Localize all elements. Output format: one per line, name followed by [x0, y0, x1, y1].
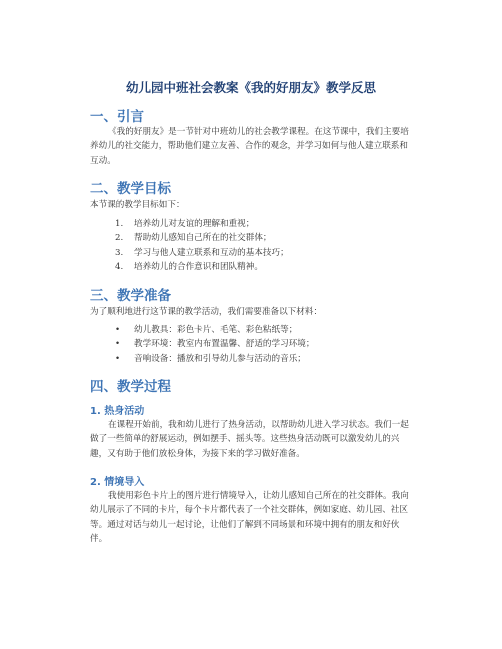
list-marker: 1.	[115, 219, 124, 229]
warmup-paragraph: 在课程开始前，我和幼儿进行了热身活动，以帮助幼儿进入学习状态。我们一起做了一些简单的舒展运动，例如摆手、摇头等。这些热身活动既可以激发幼儿的兴趣，又有助于他们放松身体，为接下来的学习做好准备。	[90, 420, 409, 459]
bullet-icon: •	[115, 353, 121, 364]
list-marker: 3.	[115, 247, 124, 258]
scenario-paragraph: 我使用彩色卡片上的图片进行情境导入，让幼儿感知自己所在的社交群体。我向幼儿展示了不同的卡片，每个卡片都代表了一个社交群体，例如家庭、幼儿园、社区等。通过对话与幼儿一起讨论，让他们了解到不同场景和环境中拥有的朋友和好伙伴。	[90, 491, 409, 544]
bullet-icon: •	[115, 339, 121, 350]
list-item-text: 培养幼儿的合作意识和团队精神。	[134, 261, 263, 272]
document-title: 幼儿园中班社会教案《我的好朋友》教学反思	[125, 80, 376, 95]
section-heading-goals: 二、教学目标	[90, 181, 171, 197]
list-item-text: 帮助幼儿感知自己所在的社交群体；	[134, 233, 272, 244]
list-marker: 4.	[115, 261, 124, 272]
section-heading-process: 四、教学过程	[90, 379, 171, 395]
prep-lead: 为了顺利地进行这节课的教学活动，我们需要准备以下材料：	[90, 307, 323, 317]
list-item-text: 教学环境：教室内布置温馨、舒适的学习环境；	[134, 339, 315, 350]
section-heading-prep: 三、教学准备	[90, 288, 171, 304]
subsection-heading-scenario: 2. 情境导入	[90, 477, 145, 488]
list-item-text: 音响设备：播放和引导幼儿参与活动的音乐；	[134, 353, 306, 364]
list-item-text: 幼儿教具：彩色卡片、毛笔、彩色粘纸等；	[134, 325, 298, 335]
section-heading-intro: 一、引言	[90, 109, 144, 125]
list-item-text: 培养幼儿对友谊的理解和重视；	[134, 219, 255, 229]
subsection-heading-warmup: 1. 热身活动	[90, 406, 145, 417]
goals-lead: 本节课的教学目标如下：	[90, 200, 185, 210]
intro-paragraph: 《我的好朋友》是一节针对中班幼儿的社会教学课程。在这节课中，我们主要培养幼儿的社交能力，帮助他们建立友善、合作的观念，并学习如何与他人建立联系和互动。	[90, 127, 409, 166]
list-item-text: 学习与他人建立联系和互动的基本技巧；	[134, 247, 289, 258]
bullet-icon: •	[115, 325, 121, 335]
list-marker: 2.	[115, 233, 124, 244]
